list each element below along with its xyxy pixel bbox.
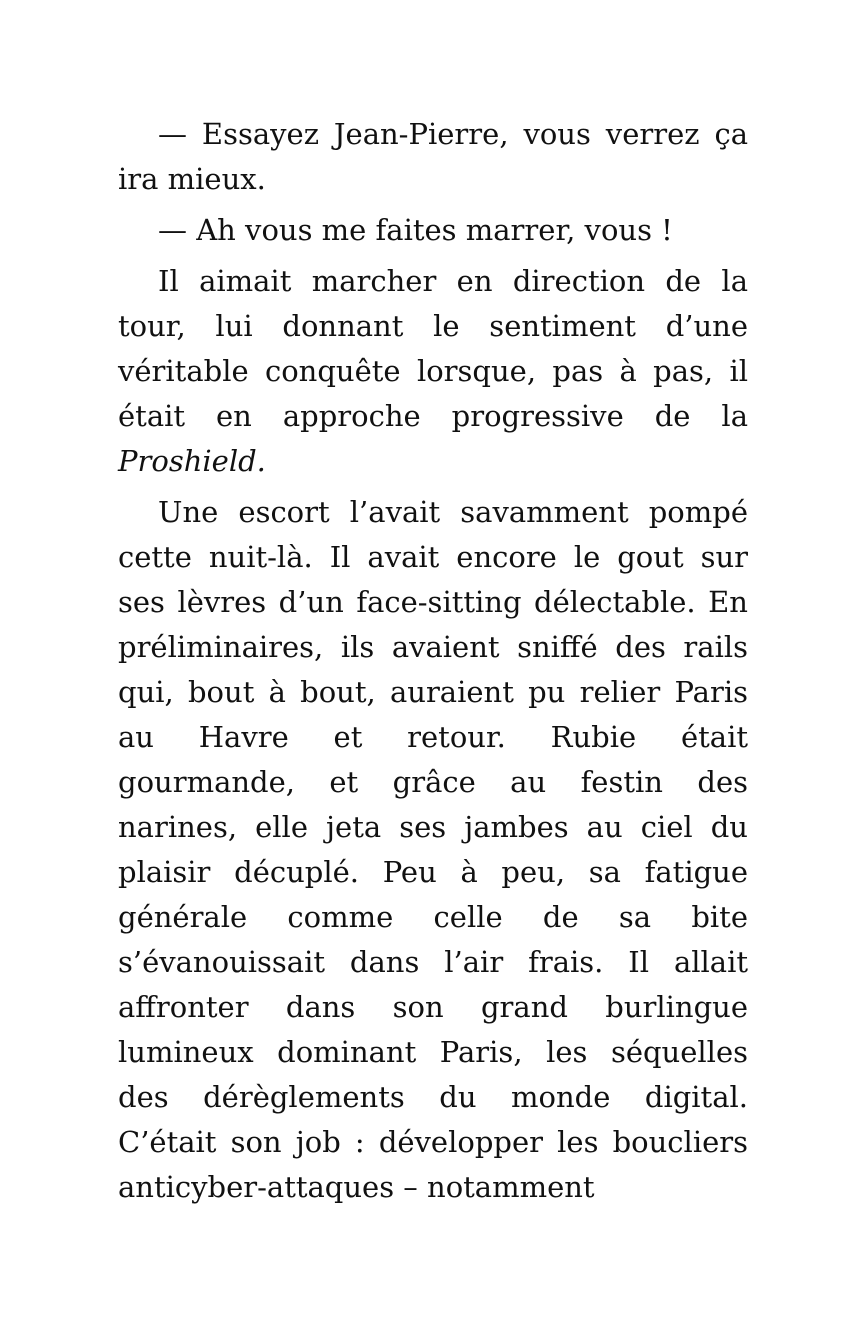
proshield-italic: Proshield. — [118, 444, 266, 478]
dialogue-line-2: — Ah vous me faites marrer, vous ! — [158, 213, 673, 247]
page-body — [118, 112, 748, 1216]
dialogue-line-1: — Essayez Jean-Pierre, vous verrez ça ira mieux. — [118, 117, 748, 196]
paragraph-tower — [118, 259, 748, 484]
paragraph-tower-text: Il aimait marcher en direction de la tour, lui donnant le sentiment d’une véritable conquête lorsque, pas à pas, il était en approche progressive de la — [118, 264, 748, 433]
paragraph-escort: Une escort l’avait savamment pompé cette nuit-là. Il avait encore le gout sur ses lèvres d’un face-sitting délectable. En préliminaires, ils avaient sniffé des rails qui, bout à bout, auraient pu relier Paris au Havre et retour. Rubie était gourmande, et grâce au festin des narines, elle jeta ses jambes au ciel du plaisir décuplé. Peu à peu, sa fatigue générale comme celle de sa bite s’évanouissait dans l’air frais. Il allait affronter dans son grand burlingue lumineux dominant Paris, les séquelles des dérèglements du monde digital. C’était son job : développer les boucliers anticyber-attaques – notamment — [118, 495, 748, 1204]
